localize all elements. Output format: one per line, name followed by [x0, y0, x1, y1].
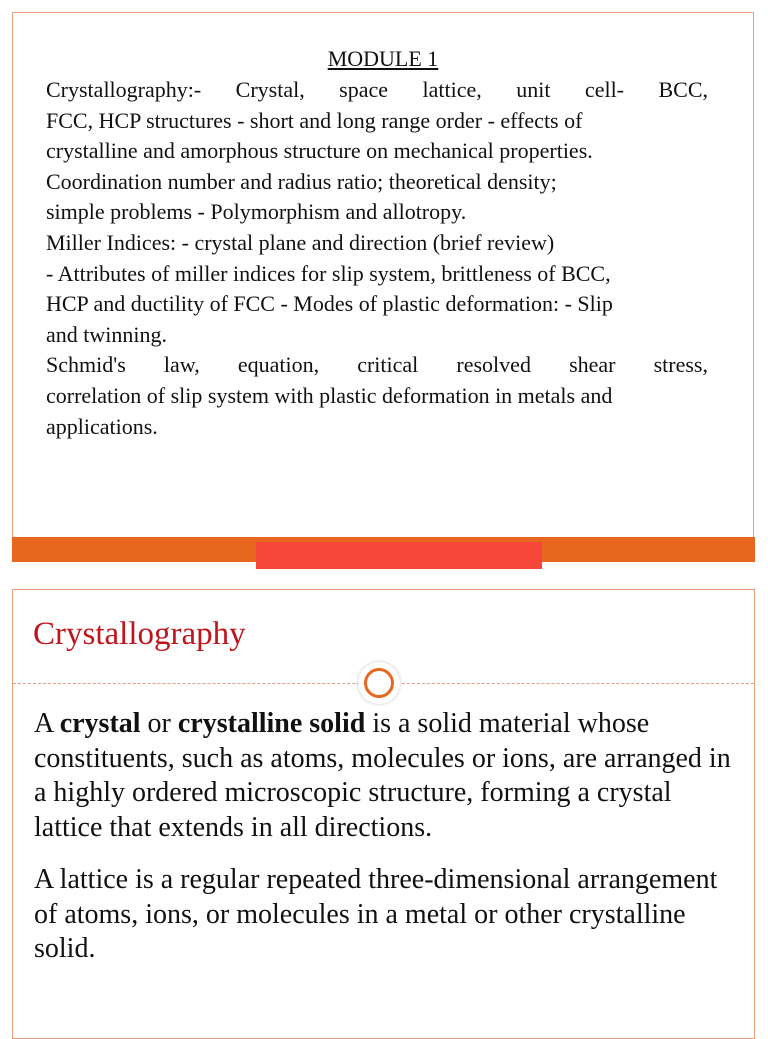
slide-heading: Crystallography: [33, 616, 246, 652]
term-crystalline-solid: crystalline solid: [177, 708, 366, 739]
syllabus-line: - Attributes of miller indices for slip system, brittleness of BCC,: [46, 260, 611, 286]
term-crystal: crystal: [59, 708, 141, 739]
lattice-definition: A lattice is a regular repeated three-dimensional arrangement of atoms, ions, or molecules in a metal or other crystalline solid.: [34, 864, 718, 964]
syllabus-line: Schmid's law, equation, critical resolved shear stress,: [46, 352, 708, 378]
syllabus-line: FCC, HCP structures - short and long range order - effects of: [46, 107, 583, 133]
circle-ornament-icon: [358, 662, 400, 704]
crystallography-slide: [12, 589, 755, 1039]
slide-body: [34, 707, 734, 967]
syllabus-line: simple problems - Polymorphism and allotropy.: [46, 199, 467, 225]
syllabus-line: and twinning.: [46, 321, 167, 347]
slide-footer-accent: [256, 542, 542, 569]
crystal-definition: A crystal or crystalline solid is a solid material whose constituents, such as atoms, molecules or ions, are arranged in a highly ordered microscopic structure, forming a crystal lattice that extends in all directions.: [34, 708, 731, 843]
module-syllabus-text: [46, 75, 708, 442]
module-title: MODULE 1: [327, 46, 439, 71]
syllabus-line: Crystallography:- Crystal, space lattice, unit cell- BCC,: [46, 77, 708, 102]
syllabus-line: Miller Indices: - crystal plane and direction (brief review): [46, 229, 555, 255]
syllabus-line: crystalline and amorphous structure on mechanical properties.: [46, 138, 593, 164]
syllabus-line: correlation of slip system with plastic deformation in metals and: [46, 382, 613, 408]
syllabus-line: HCP and ductility of FCC - Modes of plastic deformation: - Slip: [46, 291, 613, 317]
syllabus-line: Coordination number and radius ratio; theoretical density;: [46, 168, 557, 194]
syllabus-line: applications.: [46, 413, 158, 439]
module-slide: [12, 12, 754, 538]
